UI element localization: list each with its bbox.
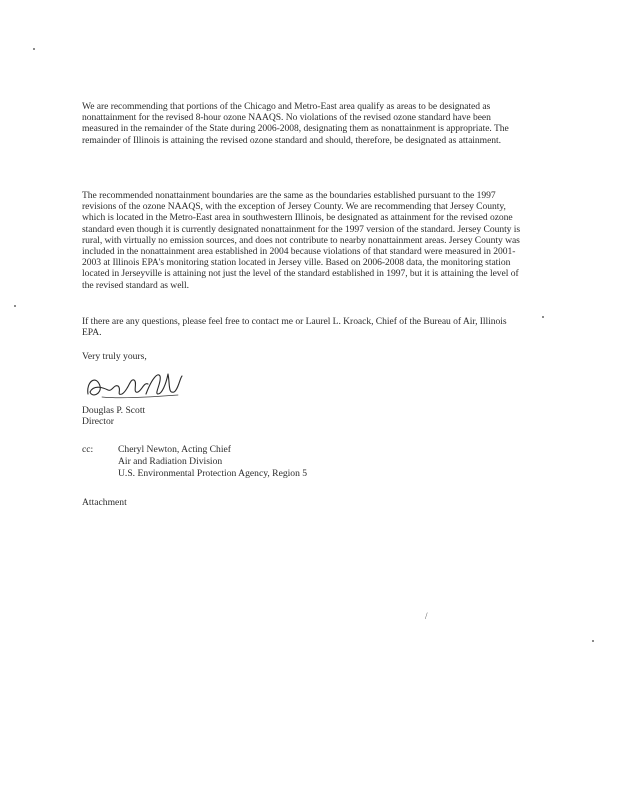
cc-recipient-line: U.S. Environmental Protection Agency, Region 5	[118, 468, 308, 479]
cc-recipient-block	[118, 444, 307, 480]
body-paragraph-boundaries: The recommended nonattainment boundaries are the same as the boundaries established pursuant to the 1997 revisions of the ozone NAAQS, with the exception of Jersey County. We are recommending that Jersey County, which is located in the Metro-East area in southwestern Illinois, be designated as attainment for the revised ozone standard even though it is currently designated nonattainment for the 1997 version of the standard. Jersey County is rural, with virtually no emission sources, and does not contribute to nearby nonattainment areas. Jersey County was included in the nonattainment area established in 2004 because violations of that standard were measured in 2001-2003 at Illinois EPA's monitoring station located in Jersey ville. Based on 2006-2008 data, the monitoring station located in Jerseyville is attaining not just the level of the standard established in 1997, but it is attaining the level of the revised standard as well.	[82, 190, 521, 291]
cc-recipient-line: Air and Radiation Division	[118, 456, 223, 467]
signer-title: Director	[82, 416, 114, 427]
attachment-note: Attachment	[82, 497, 127, 508]
scan-speck	[14, 305, 16, 307]
body-paragraph-recommendation: We are recommending that portions of the Chicago and Metro-East area qualify as areas to be designated as nonattainment for the revised 8-hour ozone NAAQS. No violations of the revised ozone standard have been measured in the remainder of the State during 2006-2008, designating them as nonattainment is appropriate. The remainder of Illinois is attaining the revised ozone standard and should, therefore, be designated as attainment.	[82, 101, 509, 146]
scan-speck	[542, 316, 544, 318]
handwritten-signature	[82, 364, 192, 404]
scan-speck	[592, 640, 594, 642]
cc-recipient-line: Cheryl Newton, Acting Chief	[118, 444, 231, 455]
signer-name: Douglas P. Scott	[82, 405, 146, 416]
scan-speck	[33, 48, 35, 50]
cc-label: cc:	[82, 444, 94, 455]
closing-line: Very truly yours,	[82, 351, 147, 362]
body-paragraph-contact: If there are any questions, please feel free to contact me or Laurel L. Kroack, Chief of the Bureau of Air, Illinois EPA.	[82, 316, 507, 339]
page-mark: /	[425, 611, 428, 621]
